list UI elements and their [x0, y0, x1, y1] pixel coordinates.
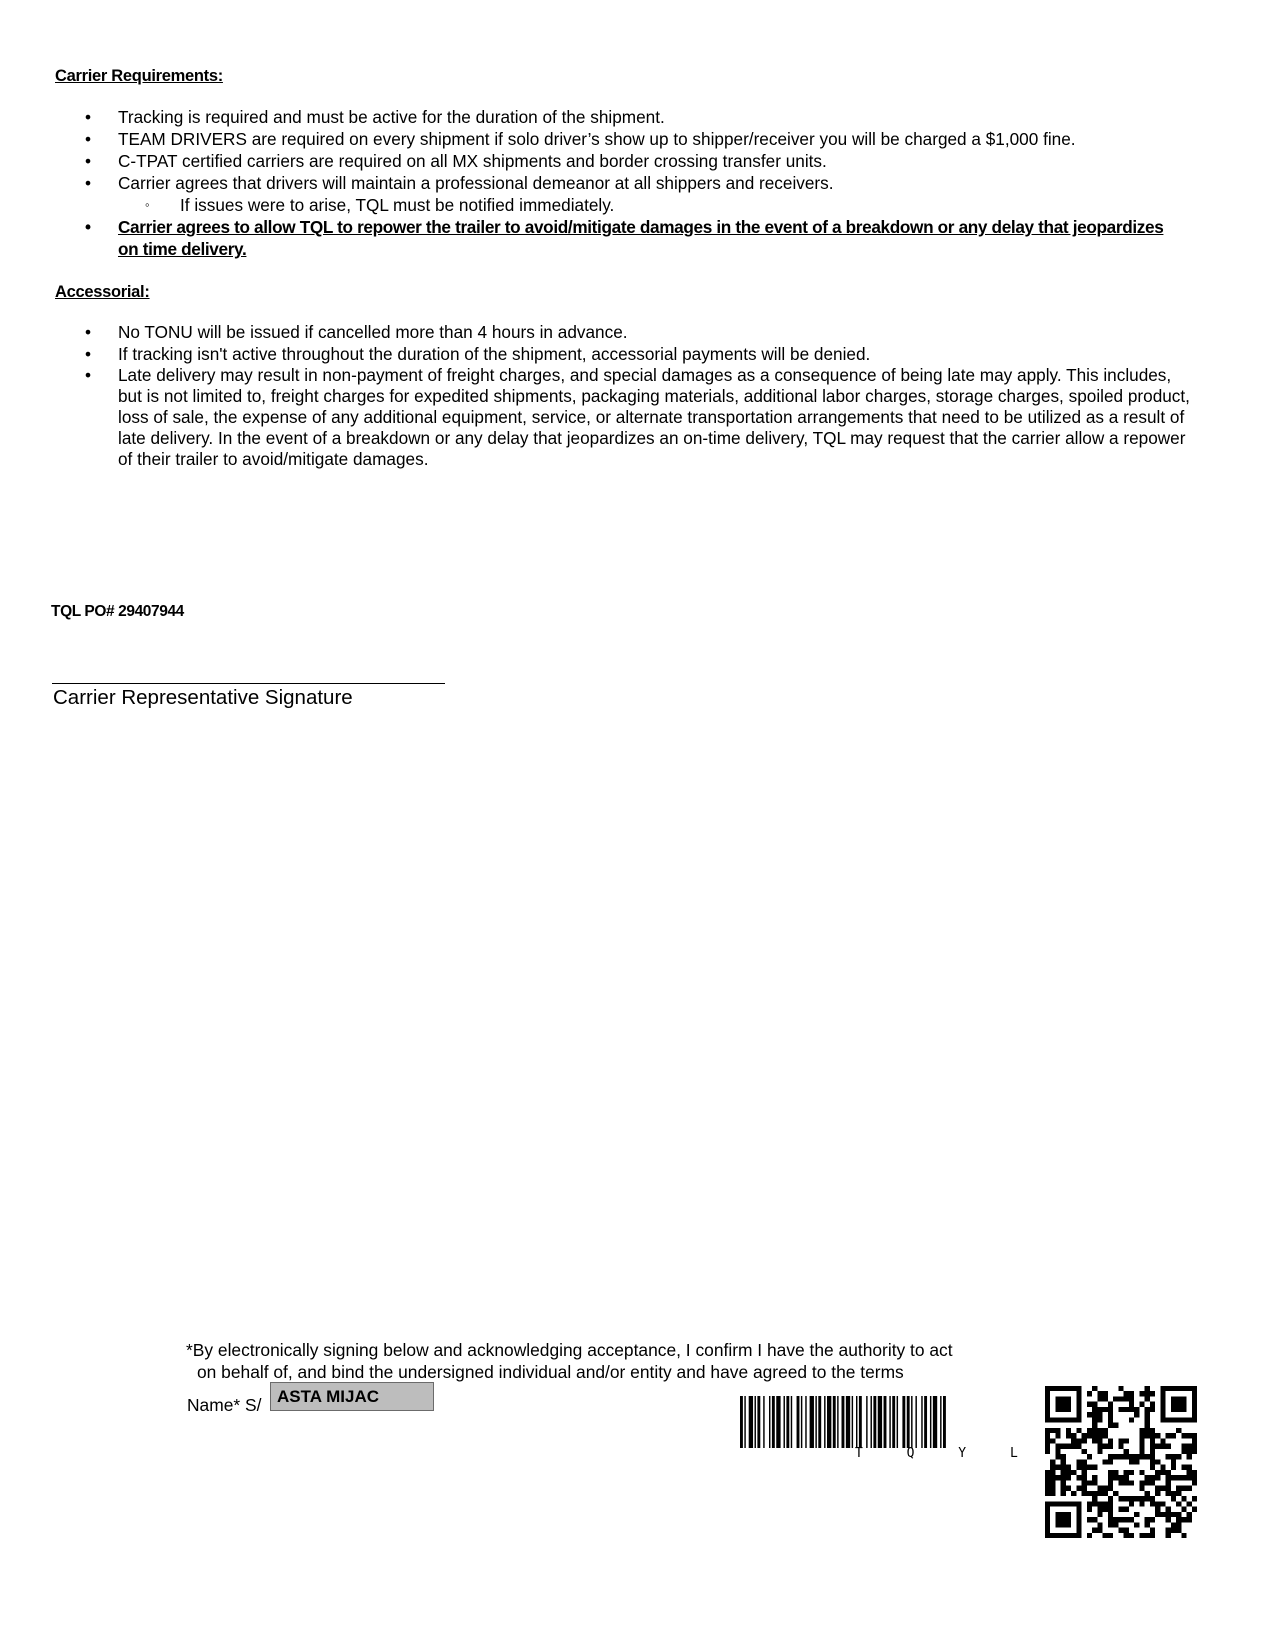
list-item: • Late delivery may result in non-payment of freight charges, and special damages as a consequence of being late may apply. This includes, but is not limited to, freight charges for expedited shipments, packaging materials, additional labor charges, storage charges, spoiled product, loss of sale, the expense of any additional equipment, service, or alternate transportation arrangements that need to be utilized as a result of late delivery. In the event of a breakdown or any delay that jeopardizes an on-time delivery, TQL may request that the carrier allow a repower of their trailer to avoid/mitigate damages.: [55, 365, 1190, 470]
list-item: • No TONU will be issued if cancelled more than 4 hours in advance.: [55, 321, 1190, 343]
list-item: • Tracking is required and must be active for the duration of the shipment.: [55, 106, 1225, 128]
accessorial-heading: Accessorial:: [55, 283, 150, 301]
qr-code-icon: [1045, 1386, 1197, 1538]
list-item-repower: • Carrier agrees to allow TQL to repower the trailer to avoid/mitigate damages in the event of a breakdown or any delay that jeopardizes on time delivery.: [55, 216, 1178, 260]
name-label: Name* S/: [187, 1395, 262, 1415]
acknowledgement-line-2: on behalf of, and bind the undersigned individual and/or entity and have agreed to the terms: [197, 1362, 904, 1382]
signature-line[interactable]: [52, 683, 445, 684]
name-signature-field[interactable]: ASTA MIJAC: [270, 1382, 434, 1411]
list-item: • TEAM DRIVERS are required on every shipment if solo driver’s show up to shipper/receiver you will be charged a $1,000 fine.: [55, 128, 1225, 150]
signature-caption: Carrier Representative Signature: [53, 686, 353, 709]
barcode-text: T Q Y L: [855, 1446, 1036, 1461]
list-item: • C-TPAT certified carriers are required on all MX shipments and border crossing transfer units.: [55, 150, 1225, 172]
po-number: TQL PO# 29407944: [51, 603, 184, 620]
list-item: • Carrier agrees that drivers will maintain a professional demeanor at all shippers and receivers.: [55, 172, 1225, 194]
requirements-list: [55, 106, 1225, 260]
requirements-heading: Carrier Requirements:: [55, 67, 223, 85]
list-item: • If tracking isn't active throughout the duration of the shipment, accessorial payments will be denied.: [55, 343, 1190, 365]
acknowledgement-line-1: *By electronically signing below and acknowledging acceptance, I confirm I have the authority to act: [186, 1340, 953, 1360]
list-subitem: ◦ If issues were to arise, TQL must be notified immediately.: [55, 194, 1225, 216]
accessorial-list: [55, 321, 1190, 470]
